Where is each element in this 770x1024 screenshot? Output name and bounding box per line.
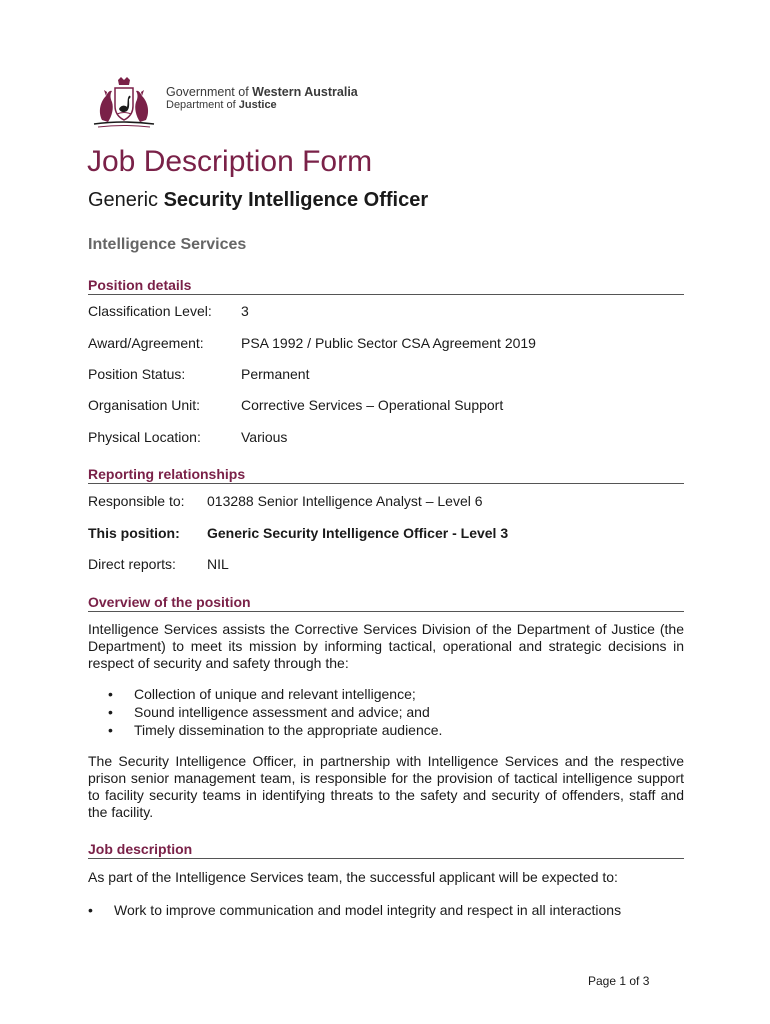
list-item: • Collection of unique and relevant intelligence; bbox=[108, 685, 442, 703]
page-number: Page 1 of 3 bbox=[588, 974, 650, 988]
detail-row-location: Physical Location: Various bbox=[88, 429, 288, 445]
detail-row-award: Award/Agreement: PSA 1992 / Public Sector CSA Agreement 2019 bbox=[88, 335, 536, 351]
detail-row-status: Position Status: Permanent bbox=[88, 366, 310, 382]
job-description-intro: As part of the Intelligence Services team, the successful applicant will be expected to: bbox=[88, 869, 618, 885]
reporting-heading: Reporting relationships bbox=[88, 466, 684, 484]
page-title: Job Description Form bbox=[87, 145, 373, 178]
job-description-heading: Job description bbox=[88, 841, 684, 859]
overview-closing: The Security Intelligence Officer, in partnership with Intelligence Services and the respective prison senior management team, is responsible for the provision of tactical intelligence support to facility security teams in identifying threats to the safety and security of offenders, staff and the facility. bbox=[88, 753, 684, 820]
position-details-heading: Position details bbox=[88, 277, 684, 295]
list-item: • Work to improve communication and model integrity and respect in all interactions bbox=[88, 901, 621, 919]
job-description-bullet-list bbox=[88, 901, 621, 919]
overview-intro: Intelligence Services assists the Corrective Services Division of the Department of Justice (the Department) to meet its mission by informing tactical, operational and strategic decisions in respect of security and safety through the: bbox=[88, 621, 684, 671]
reporting-row-this-position: This position: Generic Security Intelligence Officer - Level 3 bbox=[88, 525, 509, 541]
overview-heading: Overview of the position bbox=[88, 594, 684, 612]
government-name: Government of Western Australia bbox=[166, 85, 358, 99]
department-logo bbox=[88, 76, 388, 132]
overview-bullet-list bbox=[108, 685, 442, 739]
unit-heading: Intelligence Services bbox=[88, 236, 247, 253]
detail-row-org-unit: Organisation Unit: Corrective Services – Operational Support bbox=[88, 397, 504, 413]
position-title: Generic Security Intelligence Officer bbox=[88, 189, 429, 211]
list-item: • Timely dissemination to the appropriate audience. bbox=[108, 721, 442, 739]
reporting-row-direct-reports: Direct reports: NIL bbox=[88, 556, 229, 572]
wa-coat-of-arms-icon bbox=[88, 76, 160, 130]
detail-row-classification: Classification Level: 3 bbox=[88, 303, 249, 319]
list-item: • Sound intelligence assessment and advice; and bbox=[108, 703, 442, 721]
department-name: Department of Justice bbox=[166, 99, 277, 111]
reporting-row-responsible: Responsible to: 013288 Senior Intelligence Analyst – Level 6 bbox=[88, 493, 483, 509]
